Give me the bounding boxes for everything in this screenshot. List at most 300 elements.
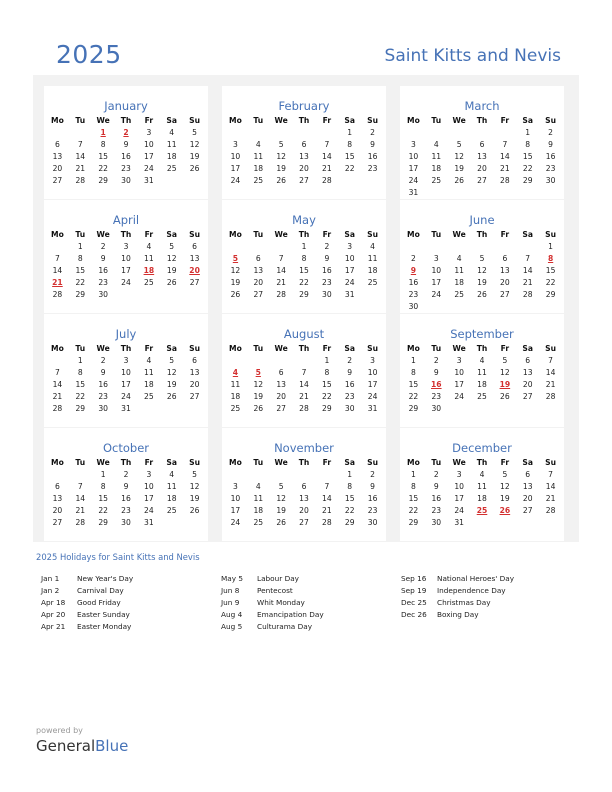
day-cell: 17 <box>144 152 154 161</box>
weekday-label: Mo <box>229 458 242 467</box>
day-cell: 24 <box>230 518 241 527</box>
day-cell: 22 <box>545 278 556 287</box>
week-row <box>224 175 384 187</box>
holiday-day-cell: 4 <box>232 368 239 377</box>
day-cell: 7 <box>525 254 531 263</box>
day-cell: 9 <box>123 482 129 491</box>
holiday-date: Dec 26 <box>401 610 427 619</box>
empty-cell <box>425 301 448 313</box>
holiday-name: Good Friday <box>77 598 121 607</box>
empty-cell <box>69 127 92 139</box>
day-cell: 25 <box>367 278 378 287</box>
empty-cell <box>516 517 539 529</box>
week-row <box>224 469 384 481</box>
day-cell: 27 <box>52 176 63 185</box>
day-cell: 8 <box>347 482 353 491</box>
day-cell: 8 <box>77 254 83 263</box>
day-cell: 28 <box>299 404 309 413</box>
day-cell: 31 <box>367 404 378 413</box>
day-cell: 23 <box>545 164 556 173</box>
weekday-label: Sa <box>522 458 534 467</box>
week-row <box>224 289 384 301</box>
day-cell: 9 <box>100 254 106 263</box>
day-cell: 3 <box>233 482 238 491</box>
day-cell: 19 <box>230 278 241 287</box>
day-cell: 11 <box>454 266 464 275</box>
week-row <box>402 139 562 151</box>
day-cell: 10 <box>367 368 378 377</box>
day-cell: 9 <box>347 368 353 377</box>
holiday-column <box>41 573 133 633</box>
weekday-label: Mo <box>51 344 64 353</box>
day-cell: 6 <box>502 254 508 263</box>
powered-by-text: powered by <box>36 726 83 735</box>
day-cell: 22 <box>408 392 419 401</box>
weekday-header <box>224 229 384 241</box>
empty-cell <box>224 469 247 481</box>
weekday-header <box>224 115 384 127</box>
day-cell: 8 <box>301 254 307 263</box>
week-row <box>46 379 206 391</box>
day-cell: 16 <box>322 266 332 275</box>
day-cell: 11 <box>144 368 154 377</box>
day-cell: 23 <box>367 506 378 515</box>
month-grid <box>402 343 562 415</box>
week-row <box>224 379 384 391</box>
week-row <box>402 175 562 187</box>
day-cell: 12 <box>189 140 200 149</box>
empty-cell <box>160 403 183 415</box>
weekday-label: Fr <box>144 116 154 125</box>
day-cell: 15 <box>75 266 86 275</box>
day-cell: 24 <box>144 164 154 173</box>
day-cell: 1 <box>548 242 553 251</box>
weekday-label: We <box>452 116 466 125</box>
holiday-date: Jun 9 <box>221 598 240 607</box>
day-cell: 19 <box>189 494 200 503</box>
weekday-label: Su <box>189 116 201 125</box>
week-row <box>46 253 206 265</box>
week-row <box>402 379 562 391</box>
weekday-label: Sa <box>344 458 356 467</box>
empty-cell <box>247 355 270 367</box>
day-cell: 16 <box>121 152 131 161</box>
generalblue-logo[interactable] <box>36 737 128 755</box>
day-cell: 5 <box>169 242 175 251</box>
day-cell: 20 <box>522 380 533 389</box>
weekday-label: Th <box>298 344 310 353</box>
day-cell: 30 <box>322 290 332 299</box>
day-cell: 22 <box>75 278 86 287</box>
day-cell: 16 <box>367 152 378 161</box>
day-cell: 13 <box>299 494 309 503</box>
empty-cell <box>493 517 516 529</box>
holiday-row <box>401 597 514 609</box>
day-cell: 14 <box>75 494 86 503</box>
empty-cell <box>471 517 494 529</box>
empty-cell <box>315 127 338 139</box>
weekday-label: Tu <box>253 230 264 239</box>
holiday-date: Jan 2 <box>41 586 60 595</box>
day-cell: 12 <box>477 266 487 275</box>
day-cell: 19 <box>253 392 264 401</box>
holiday-name: Pentecost <box>257 586 293 595</box>
day-cell: 9 <box>433 482 439 491</box>
day-cell: 23 <box>121 164 131 173</box>
weekday-label: We <box>274 230 288 239</box>
day-cell: 6 <box>192 356 197 365</box>
empty-cell <box>247 241 270 253</box>
day-cell: 1 <box>347 470 353 479</box>
holiday-date: Sep 16 <box>401 574 427 583</box>
week-row <box>224 517 384 529</box>
day-cell: 6 <box>55 482 60 491</box>
day-cell: 24 <box>121 278 131 287</box>
day-cell: 3 <box>456 470 462 479</box>
day-cell: 18 <box>477 380 487 389</box>
day-cell: 27 <box>253 290 264 299</box>
day-cell: 4 <box>146 242 152 251</box>
week-row <box>46 505 206 517</box>
day-cell: 14 <box>299 380 309 389</box>
day-cell: 14 <box>500 152 510 161</box>
weekday-label: Su <box>367 458 379 467</box>
weekday-header <box>224 343 384 355</box>
month-january <box>44 86 208 199</box>
day-cell: 18 <box>431 164 442 173</box>
empty-cell <box>361 289 384 301</box>
day-cell: 23 <box>431 392 442 401</box>
week-row <box>224 265 384 277</box>
day-cell: 3 <box>146 470 152 479</box>
month-name: February <box>278 99 330 113</box>
day-cell: 17 <box>454 380 464 389</box>
empty-cell <box>69 469 92 481</box>
empty-cell <box>448 241 471 253</box>
empty-cell <box>270 241 293 253</box>
day-cell: 31 <box>121 404 131 413</box>
day-cell: 30 <box>408 302 419 311</box>
empty-cell <box>361 175 384 187</box>
year-title: 2025 <box>56 40 122 69</box>
empty-cell <box>183 175 206 187</box>
holiday-row <box>221 573 324 585</box>
day-cell: 18 <box>477 494 487 503</box>
month-grid <box>402 457 562 529</box>
day-cell: 15 <box>299 266 309 275</box>
day-cell: 4 <box>479 356 485 365</box>
holiday-column <box>401 573 514 621</box>
month-november <box>222 428 386 541</box>
month-name: December <box>452 441 512 455</box>
weekday-label: Th <box>476 344 488 353</box>
weekday-label: Sa <box>522 116 534 125</box>
day-cell: 14 <box>322 152 332 161</box>
weekday-header <box>46 457 206 469</box>
holiday-date: Aug 5 <box>221 622 243 631</box>
week-row <box>224 391 384 403</box>
day-cell: 3 <box>370 356 375 365</box>
day-cell: 18 <box>454 278 464 287</box>
weekday-label: Su <box>367 344 379 353</box>
day-cell: 30 <box>431 404 442 413</box>
week-row <box>224 127 384 139</box>
day-cell: 15 <box>344 152 355 161</box>
week-row <box>224 253 384 265</box>
day-cell: 21 <box>276 278 286 287</box>
day-cell: 20 <box>52 506 63 515</box>
week-row <box>46 139 206 151</box>
weekday-label: We <box>274 458 288 467</box>
day-cell: 3 <box>146 128 152 137</box>
weekday-label: We <box>274 344 288 353</box>
day-cell: 26 <box>230 290 241 299</box>
week-row <box>224 163 384 175</box>
empty-cell <box>516 301 539 313</box>
weekday-header <box>46 229 206 241</box>
holiday-name: Culturama Day <box>257 622 313 631</box>
weekday-label: Su <box>367 230 379 239</box>
week-row <box>402 277 562 289</box>
weekday-label: We <box>274 116 288 125</box>
holiday-day-cell: 2 <box>123 128 129 137</box>
day-cell: 18 <box>144 380 154 389</box>
month-name: May <box>292 213 316 227</box>
weekday-label: Tu <box>75 230 86 239</box>
day-cell: 2 <box>433 470 439 479</box>
day-cell: 10 <box>230 152 241 161</box>
weekday-label: Sa <box>166 458 178 467</box>
day-cell: 14 <box>545 482 556 491</box>
day-cell: 12 <box>253 380 264 389</box>
weekday-header <box>46 115 206 127</box>
day-cell: 27 <box>522 506 533 515</box>
weekday-label: Th <box>298 116 310 125</box>
day-cell: 8 <box>100 140 106 149</box>
day-cell: 19 <box>189 152 200 161</box>
week-row <box>402 517 562 529</box>
month-grid <box>224 457 384 529</box>
month-grid <box>224 115 384 187</box>
day-cell: 19 <box>276 506 286 515</box>
day-cell: 8 <box>411 368 416 377</box>
day-cell: 11 <box>253 152 264 161</box>
week-row <box>46 277 206 289</box>
day-cell: 10 <box>454 482 464 491</box>
holiday-row <box>41 573 133 585</box>
empty-cell <box>539 403 562 415</box>
day-cell: 4 <box>255 482 261 491</box>
empty-cell <box>448 127 471 139</box>
weekday-label: Th <box>120 344 132 353</box>
day-cell: 22 <box>344 506 355 515</box>
day-cell: 2 <box>370 470 375 479</box>
weekday-label: Mo <box>407 230 420 239</box>
day-cell: 22 <box>98 506 108 515</box>
empty-cell <box>270 127 293 139</box>
day-cell: 13 <box>253 266 264 275</box>
empty-cell <box>247 469 270 481</box>
empty-cell <box>493 403 516 415</box>
day-cell: 29 <box>299 290 309 299</box>
day-cell: 17 <box>454 494 464 503</box>
month-name: October <box>102 441 150 455</box>
day-cell: 5 <box>192 128 197 137</box>
weekday-label: Sa <box>344 344 356 353</box>
empty-cell <box>160 289 183 301</box>
day-cell: 17 <box>121 380 131 389</box>
day-cell: 22 <box>522 164 533 173</box>
day-cell: 18 <box>166 152 177 161</box>
weekday-label: Su <box>189 230 201 239</box>
weekday-label: We <box>96 344 110 353</box>
day-cell: 22 <box>408 506 419 515</box>
weekday-label: Tu <box>75 116 86 125</box>
month-name: August <box>283 327 325 341</box>
empty-cell <box>46 241 69 253</box>
weekday-label: Su <box>545 230 557 239</box>
weekday-label: We <box>452 344 466 353</box>
weekday-label: Th <box>298 230 310 239</box>
weekday-label: Tu <box>431 344 442 353</box>
day-cell: 8 <box>100 482 106 491</box>
day-cell: 25 <box>166 164 177 173</box>
month-name: April <box>112 213 140 227</box>
month-july <box>44 314 208 427</box>
day-cell: 19 <box>500 494 510 503</box>
weekday-label: Sa <box>344 230 356 239</box>
day-cell: 12 <box>454 152 464 161</box>
day-cell: 9 <box>548 140 553 149</box>
weekday-header <box>224 457 384 469</box>
weekday-label: Fr <box>500 116 510 125</box>
day-cell: 10 <box>144 482 154 491</box>
day-cell: 4 <box>255 140 261 149</box>
day-cell: 11 <box>431 152 442 161</box>
weekday-label: Su <box>545 116 557 125</box>
holiday-row <box>401 585 514 597</box>
day-cell: 31 <box>408 188 419 197</box>
weekday-header <box>402 229 562 241</box>
weekday-label: Mo <box>51 458 64 467</box>
empty-cell <box>471 301 494 313</box>
day-cell: 10 <box>230 494 241 503</box>
empty-cell <box>137 403 160 415</box>
day-cell: 29 <box>408 404 419 413</box>
day-cell: 18 <box>253 164 264 173</box>
weekday-label: Tu <box>253 344 264 353</box>
day-cell: 26 <box>166 278 177 287</box>
day-cell: 19 <box>454 164 464 173</box>
day-cell: 28 <box>322 518 332 527</box>
day-cell: 6 <box>55 140 60 149</box>
day-cell: 15 <box>344 494 355 503</box>
holiday-name: Independence Day <box>437 586 506 595</box>
weekday-label: Fr <box>144 458 154 467</box>
day-cell: 9 <box>123 140 129 149</box>
day-cell: 26 <box>189 506 200 515</box>
week-row <box>46 493 206 505</box>
day-cell: 26 <box>253 404 264 413</box>
holiday-day-cell: 5 <box>232 254 239 263</box>
month-name: June <box>469 213 495 227</box>
holiday-date: Apr 21 <box>41 622 66 631</box>
day-cell: 7 <box>324 482 330 491</box>
day-cell: 4 <box>479 470 485 479</box>
day-cell: 20 <box>500 278 510 287</box>
empty-cell <box>448 187 471 199</box>
day-cell: 6 <box>192 242 197 251</box>
day-cell: 6 <box>278 368 284 377</box>
day-cell: 17 <box>408 164 419 173</box>
week-row <box>402 481 562 493</box>
week-row <box>402 367 562 379</box>
day-cell: 10 <box>431 266 442 275</box>
holiday-date: Jan 1 <box>41 574 60 583</box>
day-cell: 2 <box>370 128 375 137</box>
day-cell: 9 <box>433 368 439 377</box>
day-cell: 24 <box>431 290 442 299</box>
empty-cell <box>471 187 494 199</box>
day-cell: 6 <box>255 254 261 263</box>
month-may <box>222 200 386 313</box>
day-cell: 29 <box>98 518 108 527</box>
empty-cell <box>493 127 516 139</box>
empty-cell <box>183 289 206 301</box>
day-cell: 23 <box>344 392 355 401</box>
holiday-name: National Heroes' Day <box>437 574 515 583</box>
week-row <box>402 469 562 481</box>
holiday-row <box>41 597 133 609</box>
month-name: March <box>464 99 500 113</box>
day-cell: 20 <box>477 164 487 173</box>
weekday-label: Mo <box>229 230 242 239</box>
day-cell: 8 <box>411 482 416 491</box>
day-cell: 22 <box>75 392 86 401</box>
day-cell: 25 <box>477 392 487 401</box>
weekday-label: Mo <box>229 344 242 353</box>
day-cell: 10 <box>408 152 419 161</box>
day-cell: 4 <box>169 128 175 137</box>
holiday-date: Apr 20 <box>41 610 66 619</box>
day-cell: 24 <box>144 506 154 515</box>
weekday-label: Su <box>367 116 379 125</box>
day-cell: 28 <box>52 290 63 299</box>
day-cell: 3 <box>123 242 129 251</box>
day-cell: 19 <box>477 278 487 287</box>
day-cell: 25 <box>431 176 442 185</box>
holiday-date: Apr 18 <box>41 598 66 607</box>
weekday-label: Fr <box>322 344 332 353</box>
day-cell: 25 <box>166 506 177 515</box>
day-cell: 11 <box>367 254 378 263</box>
week-row <box>402 253 562 265</box>
holiday-name: Emancipation Day <box>257 610 324 619</box>
month-grid <box>402 229 562 313</box>
empty-cell <box>539 187 562 199</box>
day-cell: 2 <box>548 128 553 137</box>
day-cell: 13 <box>477 152 487 161</box>
day-cell: 15 <box>75 380 86 389</box>
day-cell: 16 <box>344 380 355 389</box>
empty-cell <box>493 301 516 313</box>
week-row <box>224 151 384 163</box>
day-cell: 29 <box>522 176 533 185</box>
holiday-day-cell: 5 <box>255 368 261 377</box>
day-cell: 30 <box>98 290 108 299</box>
day-cell: 2 <box>347 356 353 365</box>
weekday-label: Tu <box>253 116 264 125</box>
